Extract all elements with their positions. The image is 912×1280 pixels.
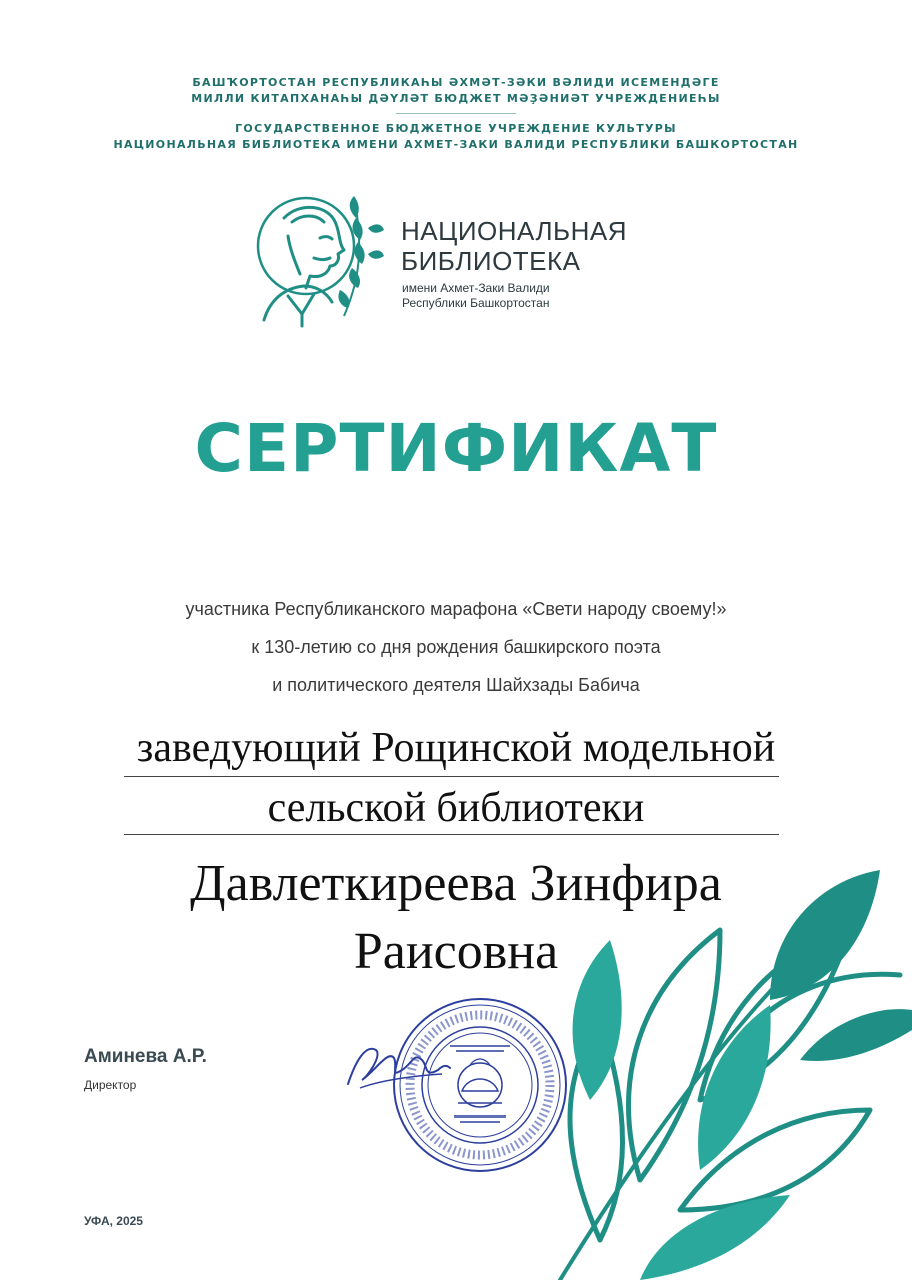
portrait-with-laurel-icon	[244, 188, 384, 328]
description-line-1: участника Республиканского марафона «Свети народу своему!»	[185, 599, 727, 619]
logo-title-line-1: НАЦИОНАЛЬНАЯ	[401, 216, 627, 246]
city-year: УФА, 2025	[84, 1214, 143, 1228]
header-russian-line-1: ГОСУДАРСТВЕННОЕ БЮДЖЕТНОЕ УЧРЕЖДЕНИЕ КУЛЬТУРЫ	[235, 122, 677, 135]
header-bashkir-line-2: МИЛЛИ КИТАПХАНАҺЫ ДӘҮЛӘТ БЮДЖЕТ МӘҘӘНИӘТ УЧРЕЖДЕНИЕҺЫ	[191, 92, 721, 105]
logo-title-line-2: БИБЛИОТЕКА	[401, 246, 581, 276]
recipient-position-line-2: сельской библиотеки	[267, 785, 645, 831]
fill-underline-2	[124, 834, 779, 835]
director-signature	[342, 1030, 452, 1100]
recipient-position-line-1: заведующий Рощинской модельной	[136, 725, 776, 771]
director-role: Директор	[84, 1078, 137, 1092]
director-name: Аминева А.Р.	[84, 1046, 207, 1067]
certificate-title: СЕРТИФИКАТ	[194, 410, 718, 487]
recipient-name-line-1: Давлеткиреева Зинфира	[190, 855, 722, 912]
logo-subtitle-line-1: имени Ахмет-Заки Валиди	[402, 281, 550, 295]
recipient-name-line-2: Раисовна	[353, 923, 559, 980]
header-divider	[396, 113, 516, 114]
description-line-3: и политического деятеля Шайхзады Бабича	[272, 675, 640, 695]
fill-underline-1	[124, 776, 779, 777]
logo-subtitle-line-2: Республики Башкортостан	[402, 296, 550, 310]
description-line-2: к 130-летию со дня рождения башкирского поэта	[251, 637, 661, 657]
header-bashkir-line-1: БАШҠОРТОСТАН РЕСПУБЛИКАҺЫ ӘХМӘТ-ЗӘКИ ВӘЛИДИ ИСЕМЕНДӘГЕ	[192, 76, 720, 89]
header-russian-line-2: НАЦИОНАЛЬНАЯ БИБЛИОТЕКА ИМЕНИ АХМЕТ-ЗАКИ ВАЛИДИ РЕСПУБЛИКИ БАШКОРТОСТАН	[113, 138, 799, 151]
